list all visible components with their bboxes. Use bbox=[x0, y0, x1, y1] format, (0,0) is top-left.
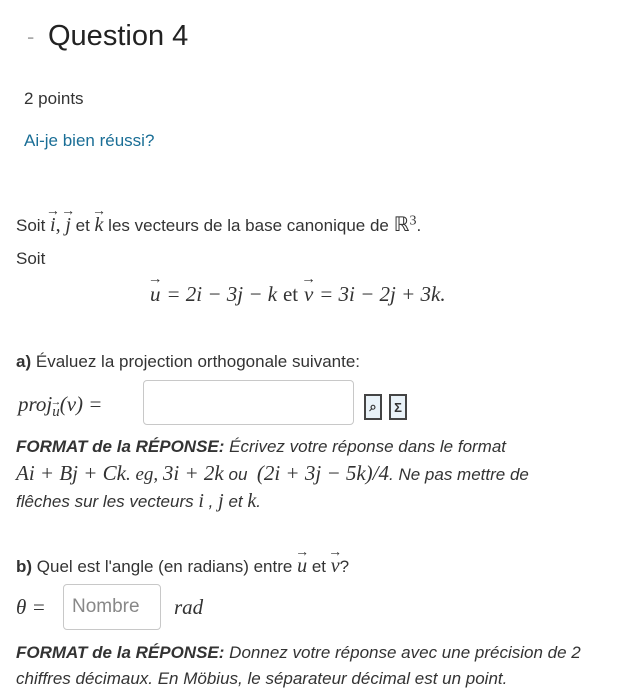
proj-arg: (v) = bbox=[59, 392, 103, 416]
vectors-equation bbox=[150, 282, 446, 307]
part-a-format-text: Écrivez votre réponse dans le format bbox=[229, 437, 507, 456]
sigma-icon[interactable]: Σ bbox=[389, 394, 407, 420]
projection-answer-input[interactable] bbox=[143, 380, 354, 425]
format-math1: Ai + Bj + Ck bbox=[16, 461, 126, 485]
part-b-vec-v: → v bbox=[331, 555, 340, 578]
collapse-dash[interactable]: - bbox=[27, 24, 35, 49]
part-b-qmark: ? bbox=[339, 557, 350, 576]
format-math2: 3i + 2k bbox=[162, 461, 224, 485]
points-label: 2 points bbox=[24, 89, 84, 108]
theta-label: θ = bbox=[16, 595, 46, 619]
vec-i: → i bbox=[50, 214, 56, 237]
statement-period: . bbox=[416, 216, 422, 235]
part-b-label: b) bbox=[16, 557, 33, 576]
eq-u: → u bbox=[150, 282, 161, 307]
unit-rad: rad bbox=[174, 595, 204, 619]
eq-u-rhs: = 2i − 3j − k bbox=[166, 282, 278, 306]
preview-icon[interactable]: ⌕ bbox=[364, 394, 382, 420]
format-line3: flêches sur les vecteurs bbox=[16, 492, 194, 511]
part-b-et: et bbox=[311, 557, 326, 576]
eq-v-rhs: = 3i − 2j + 3k. bbox=[319, 282, 446, 306]
format-line3-end: . bbox=[256, 492, 261, 511]
vec-k: → k bbox=[95, 214, 104, 237]
part-b-vec-u: → u bbox=[297, 555, 307, 578]
statement-middle: les vecteurs de la base canonique de bbox=[108, 216, 389, 235]
proj-text: proj bbox=[18, 392, 53, 416]
format-math3: (2i + 3j − 5k)/4 bbox=[256, 461, 390, 485]
part-a-question bbox=[16, 352, 360, 372]
space-exp: 3 bbox=[409, 213, 417, 229]
projection-expression bbox=[18, 392, 102, 421]
part-b-format-line2: chiffres décimaux. En Möbius, le séparateur décimal est un point. bbox=[16, 669, 508, 688]
eq-v: → v bbox=[304, 282, 313, 307]
part-a-format-label: FORMAT de la RÉPONSE: bbox=[16, 437, 225, 456]
statement-et: et bbox=[75, 216, 90, 235]
format-line3-comma: , bbox=[208, 492, 214, 511]
format-eg: . eg, bbox=[126, 464, 159, 485]
part-a-format bbox=[16, 434, 640, 515]
comma: , bbox=[55, 214, 61, 236]
format-ou: ou bbox=[228, 465, 248, 484]
format-tail: . Ne pas mettre de bbox=[389, 465, 529, 484]
statement-line1 bbox=[16, 212, 421, 237]
part-a-text: Évaluez la projection orthogonale suivante: bbox=[35, 352, 361, 371]
vec-j: → j bbox=[65, 214, 71, 237]
format-line3-et: et bbox=[228, 492, 243, 511]
format-line3-k: k bbox=[247, 490, 257, 512]
part-b-format-label: FORMAT de la RÉPONSE: bbox=[16, 643, 225, 662]
space-R: ℝ bbox=[393, 214, 410, 236]
proj-sub-u: → $_u$ bbox=[52, 404, 60, 421]
eq-et: et bbox=[282, 282, 299, 306]
part-a-label: a) bbox=[16, 352, 32, 371]
format-line3-i: i bbox=[198, 490, 204, 512]
self-check-link[interactable]: Ai-je bien réussi? bbox=[24, 131, 155, 150]
statement-soit: Soit bbox=[16, 216, 46, 235]
part-b-text: Quel est l'angle (en radians) entre bbox=[36, 557, 293, 576]
angle-answer-input[interactable] bbox=[63, 584, 161, 630]
question-title: Question 4 bbox=[48, 20, 189, 52]
format-line3-j: j bbox=[218, 490, 224, 512]
part-b-format bbox=[16, 640, 581, 692]
statement-line2: Soit bbox=[16, 249, 46, 268]
part-b-format-text: Donnez votre réponse avec une précision de 2 bbox=[229, 643, 581, 662]
part-b-question bbox=[16, 555, 349, 578]
